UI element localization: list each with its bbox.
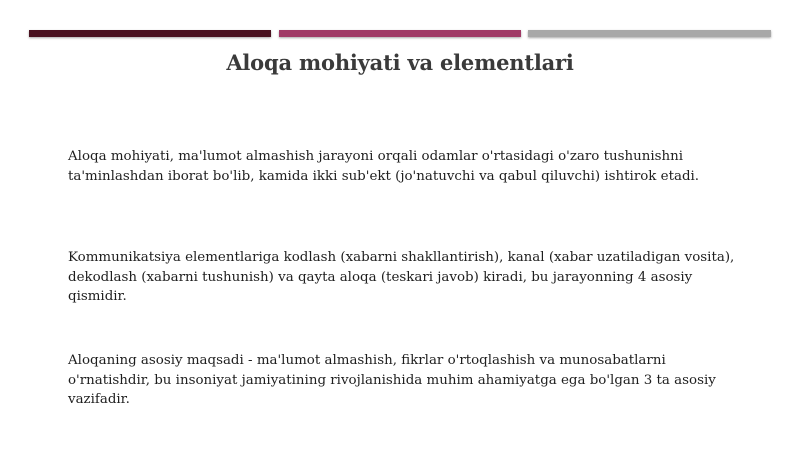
decorative-bar-gray <box>528 30 771 37</box>
slide-title: Aloqa mohiyati va elementlari <box>226 50 574 75</box>
paragraph-elements: Kommunikatsiya elementlariga kodlash (xabarni shakllantirish), kanal (xabar uzatiladigan vosita), dekodlash (xabarni tushunish) va qayta aloqa (teskari javob) kiradi, bu jarayonning 4 asosiy qismidir. <box>68 250 735 304</box>
decorative-bar-dark <box>29 30 271 37</box>
paragraph-essence: Aloqa mohiyati, ma'lumot almashish jarayoni orqali odamlar o'rtasidagi o'zaro tushunishni ta'minlashdan iborat bo'lib, kamida ikki sub'ekt (jo'natuvchi va qabul qiluvchi) ishtirok etadi. <box>68 149 700 184</box>
paragraph-purpose: Aloqaning asosiy maqsadi - ma'lumot almashish, fikrlar o'rtoqlashish va munosabatlarni o'rnatishdir, bu insoniyat jamiyatining rivojlanishida muhim ahamiyatga ega bo'lgan 3 ta asosiy vazifadir. <box>68 353 716 407</box>
decorative-bar-magenta <box>279 30 521 37</box>
